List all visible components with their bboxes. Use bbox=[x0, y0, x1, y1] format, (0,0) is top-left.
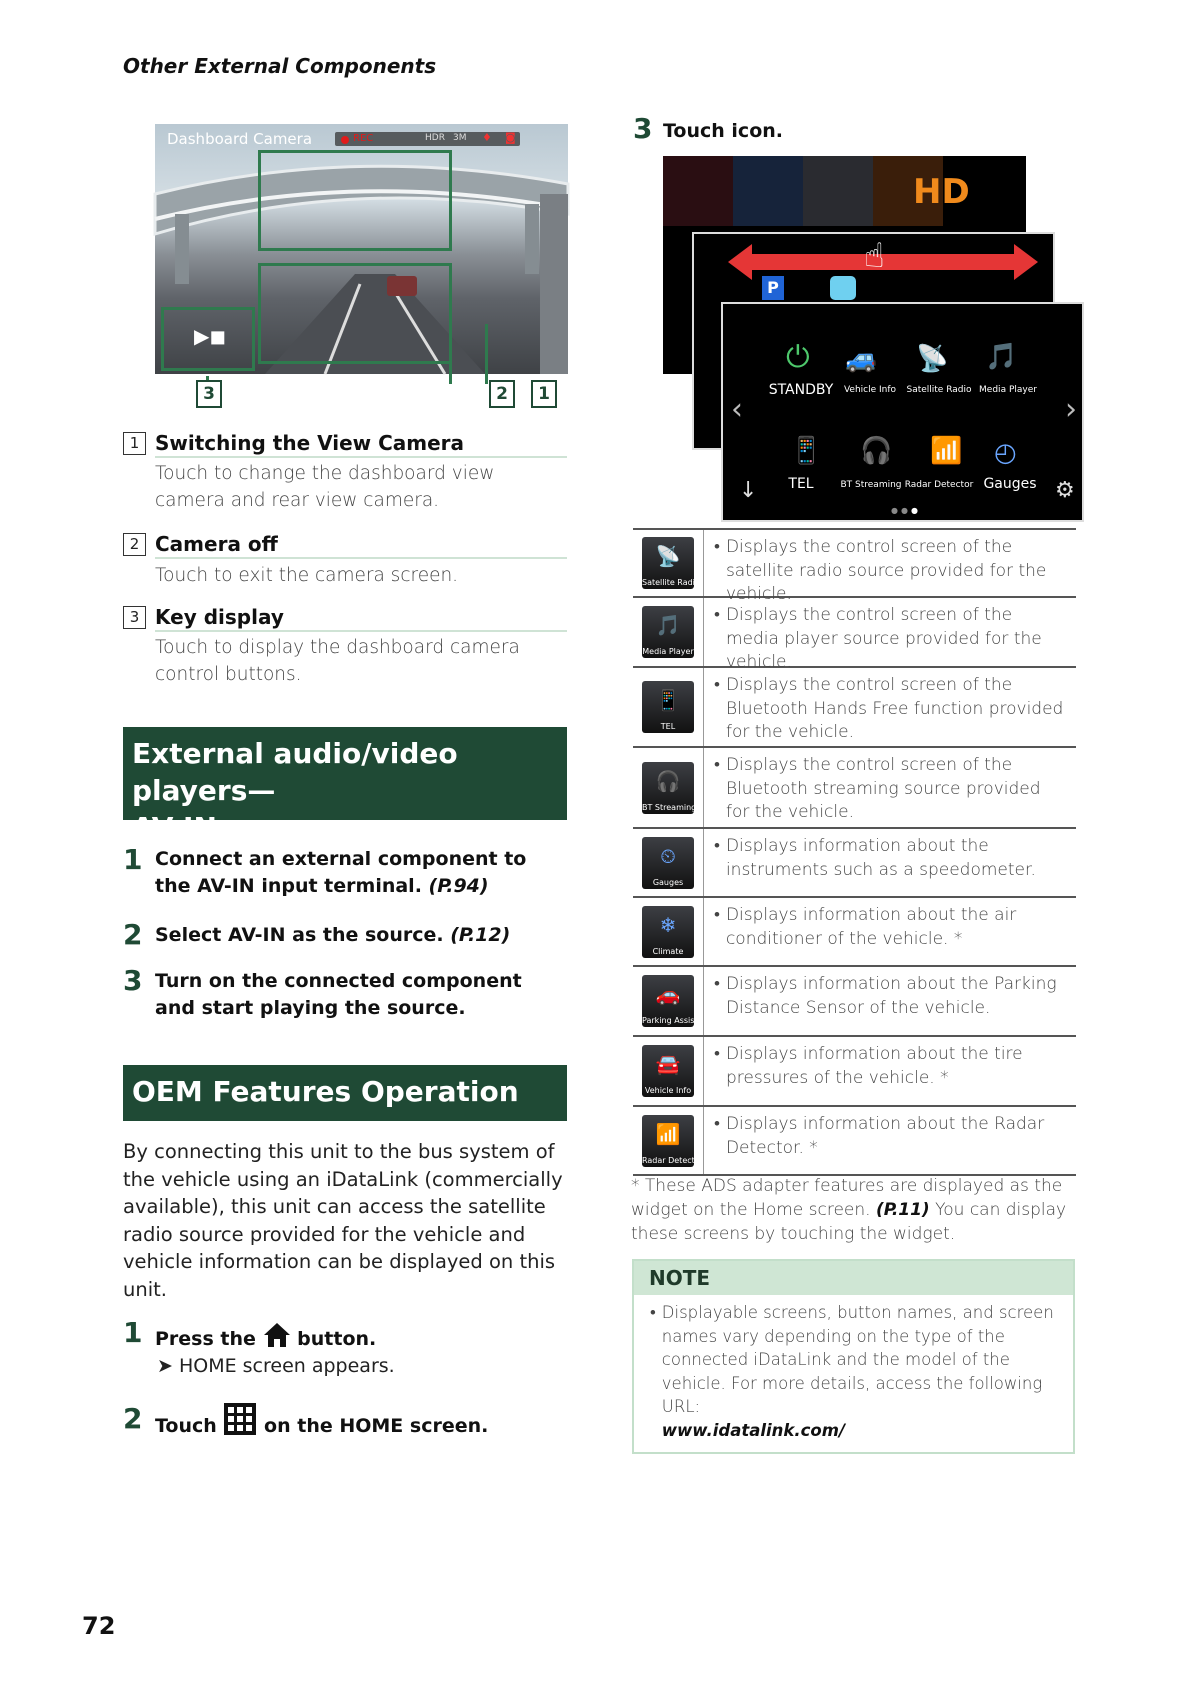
item-rule bbox=[155, 630, 567, 632]
record-icon: ◙ bbox=[505, 131, 516, 144]
tile-label: Parking Assist bbox=[642, 1016, 698, 1025]
chevron-right-icon[interactable]: › bbox=[1065, 392, 1077, 427]
tile-glyph: 🎧 bbox=[655, 768, 681, 793]
chevron-left-icon[interactable]: ‹ bbox=[731, 392, 743, 427]
screen-label: TEL bbox=[788, 476, 814, 492]
screen-label: STANDBY bbox=[768, 382, 834, 398]
row-desc: Displays the control screen of the Bluetooth Hands Free function provided for the vehicle. bbox=[725, 675, 1064, 742]
step-number: 3 bbox=[123, 964, 143, 997]
table-icon-cell bbox=[633, 668, 704, 746]
step-number: 1 bbox=[123, 843, 143, 876]
media-player-icon[interactable]: 🎵 bbox=[985, 342, 1018, 372]
table-row bbox=[633, 1037, 1076, 1107]
climate-icon bbox=[642, 906, 694, 958]
table-desc-cell bbox=[704, 967, 1076, 1035]
mic-icon: ♦ bbox=[482, 131, 492, 144]
step-text-a: Select bbox=[155, 924, 228, 946]
tile-glyph: 🚗 bbox=[655, 982, 681, 1006]
table-desc-cell bbox=[704, 1037, 1076, 1105]
table-icon-cell bbox=[633, 967, 704, 1035]
table-icon-cell bbox=[633, 530, 704, 596]
row-desc: Displays information about the air conditioner of the vehicle. * bbox=[725, 905, 1017, 949]
dashboard-camera-figure bbox=[155, 124, 568, 404]
table-icon-cell bbox=[633, 829, 704, 896]
camera-off-area[interactable] bbox=[258, 263, 452, 364]
tile-glyph: 🎵 bbox=[655, 613, 681, 637]
item-title-switching-camera: Switching the View Camera bbox=[155, 431, 465, 455]
screen-label: Radar Detector bbox=[904, 480, 974, 490]
key-display-button[interactable] bbox=[161, 307, 255, 371]
table-desc-cell bbox=[704, 748, 1076, 827]
item-number-3: 3 bbox=[123, 606, 146, 629]
row-desc: Displays information about the Parking Distance Sensor of the vehicle. bbox=[725, 974, 1057, 1018]
page-ref: (P.11) bbox=[875, 1200, 930, 1220]
step-number: 2 bbox=[123, 918, 143, 951]
tile-glyph: 📶 bbox=[655, 1121, 681, 1146]
step-text-a: Touch bbox=[155, 1415, 224, 1437]
rec-indicator-icon bbox=[341, 136, 349, 144]
camera-screen bbox=[155, 124, 568, 374]
step-result-text: HOME screen appears. bbox=[178, 1355, 395, 1377]
gear-icon[interactable]: ⚙ bbox=[1055, 478, 1075, 503]
gauges-icon[interactable]: ◴ bbox=[994, 438, 1017, 468]
table-icon-cell bbox=[633, 598, 704, 666]
radar-detector-icon bbox=[642, 1115, 703, 1167]
section-title-oem: OEM Features Operation bbox=[123, 1065, 567, 1121]
tile-glyph: 📡 bbox=[655, 544, 681, 568]
screen-label: Gauges bbox=[983, 476, 1037, 492]
section-title-av-in bbox=[123, 727, 567, 844]
note-text: Displayable screens, button names, and screen names vary depending on the type of the connected iDataLink and the model of the vehicle. For more details, access the following URL: bbox=[661, 1303, 1054, 1416]
page-ref: (P.12) bbox=[450, 924, 511, 946]
table-row bbox=[633, 668, 1076, 748]
item-number-1: 1 bbox=[123, 432, 146, 455]
table-desc-cell bbox=[704, 668, 1076, 746]
result-arrow-icon: ➤ bbox=[157, 1355, 173, 1377]
bt-streaming-icon bbox=[642, 762, 697, 814]
tile-label: TEL bbox=[660, 722, 676, 731]
callout-2: 2 bbox=[489, 380, 515, 408]
bullet: • bbox=[714, 605, 720, 625]
vehicle-info-icon bbox=[642, 1045, 694, 1097]
tile-label: Satellite Radio bbox=[642, 578, 700, 587]
source-name: AV-IN bbox=[227, 924, 286, 946]
table-desc-cell bbox=[704, 898, 1076, 965]
item-rule bbox=[155, 557, 567, 559]
row-desc: Displays the control screen of the media player source provided for the vehicle. bbox=[725, 605, 1042, 672]
bullet: • bbox=[714, 537, 720, 557]
screen-tile bbox=[733, 156, 803, 226]
screen-label: Vehicle Info bbox=[843, 385, 897, 395]
satellite-radio-icon[interactable]: 📡 bbox=[916, 344, 949, 374]
page-indicator-dots: ●●● bbox=[891, 506, 921, 515]
bullet: • bbox=[714, 1114, 720, 1134]
table-row bbox=[633, 598, 1076, 672]
row-desc: Displays the control screen of the Bluetooth streaming source provided for the vehicle. bbox=[725, 755, 1041, 822]
oem-step-1-text bbox=[155, 1322, 575, 1356]
tile-glyph: ⏲ bbox=[660, 843, 676, 868]
section-title-line1: External audio/video players— bbox=[132, 737, 458, 807]
tile-glyph: ❄ bbox=[659, 912, 677, 937]
item-desc-switching-camera: Touch to change the dashboard view camera and rear view camera. bbox=[155, 463, 495, 511]
footnote-text-a: * These ADS adapter features are displayed as the widget on the Home screen. bbox=[631, 1176, 1063, 1220]
tile-label: Climate bbox=[652, 946, 684, 956]
step-text-a: Press the bbox=[155, 1328, 263, 1350]
step-text-b: on the HOME screen. bbox=[257, 1415, 489, 1437]
table-icon-cell bbox=[633, 1107, 704, 1174]
footnote bbox=[631, 1174, 1076, 1246]
table-row bbox=[633, 967, 1076, 1037]
table-icon-cell bbox=[633, 748, 704, 827]
table-desc-cell bbox=[704, 1107, 1076, 1174]
arrow-down-icon[interactable]: ↓ bbox=[739, 478, 758, 503]
tile-glyph: 📱 bbox=[655, 688, 681, 712]
camera-key-icon: ▶◼ bbox=[194, 324, 226, 348]
footnote-text-b: You can display these screens by touching the widget. bbox=[631, 1200, 1067, 1244]
table-desc-cell bbox=[704, 598, 1076, 672]
tel-icon[interactable]: 📱 bbox=[790, 436, 823, 466]
section-title-line2: AV-IN bbox=[132, 811, 217, 844]
row-desc: Displays information about the instruments such as a speedometer. bbox=[725, 836, 1036, 880]
table-row bbox=[633, 829, 1076, 898]
tile-glyph: 🚘 bbox=[655, 1052, 681, 1076]
media-player-icon bbox=[642, 606, 694, 658]
bt-streaming-icon[interactable]: 🎧 bbox=[860, 436, 893, 466]
note-box bbox=[632, 1259, 1075, 1454]
bullet: • bbox=[714, 755, 720, 775]
step-number: 2 bbox=[123, 1402, 143, 1435]
tile-label: Vehicle Info bbox=[644, 1086, 692, 1095]
av-step-1-text bbox=[155, 846, 565, 900]
item-title-key-display: Key display bbox=[155, 605, 284, 629]
av-step-2-text bbox=[155, 922, 565, 949]
leader-line-1 bbox=[485, 324, 488, 384]
screen-tile bbox=[663, 156, 733, 226]
grid-menu-icon bbox=[223, 1402, 257, 1448]
vehicle-info-icon[interactable]: 🚙 bbox=[845, 344, 878, 374]
table-desc-cell bbox=[704, 829, 1076, 896]
item-number-2: 2 bbox=[123, 533, 146, 556]
step-number: 3 bbox=[633, 112, 653, 145]
av-step-3-text: Turn on the connected component and start playing the source. bbox=[155, 970, 522, 1019]
resolution-label: 3M bbox=[453, 133, 467, 143]
item-rule bbox=[155, 456, 567, 458]
oem-step-2-text bbox=[155, 1402, 575, 1448]
table-icon-cell bbox=[633, 898, 704, 965]
tile-label: Gauges bbox=[652, 877, 684, 887]
tile-label: Media Player bbox=[642, 647, 694, 656]
row-desc: Displays information about the tire pressures of the vehicle. * bbox=[725, 1044, 1023, 1088]
page-header: Other External Components bbox=[123, 54, 437, 78]
standby-icon[interactable]: ⏻ bbox=[786, 340, 810, 375]
note-content bbox=[662, 1301, 1061, 1442]
bullet: • bbox=[714, 836, 720, 856]
tile-label: BT Streaming bbox=[642, 802, 697, 812]
rec-label: REC bbox=[353, 133, 374, 144]
tel-icon bbox=[642, 681, 694, 733]
screen-label: Satellite Radio bbox=[906, 385, 972, 395]
parking-assist-icon bbox=[642, 975, 698, 1027]
table-row bbox=[633, 748, 1076, 829]
page-number: 72 bbox=[82, 1612, 116, 1640]
table-row bbox=[633, 1107, 1076, 1176]
note-heading: NOTE bbox=[634, 1261, 1073, 1295]
table-row bbox=[633, 528, 1076, 604]
bullet: • bbox=[714, 675, 720, 695]
table-row bbox=[633, 898, 1076, 967]
step-text-b: button. bbox=[290, 1328, 377, 1350]
switch-camera-area[interactable] bbox=[258, 150, 452, 251]
hd-radio-icon: HD bbox=[913, 172, 970, 212]
camera-title: Dashboard Camera bbox=[167, 130, 313, 148]
tile-label: Radar Detector bbox=[642, 1155, 703, 1165]
page-ref: (P.94) bbox=[428, 875, 489, 897]
step-number: 1 bbox=[123, 1316, 143, 1349]
callout-3: 3 bbox=[196, 380, 222, 408]
note-url-link[interactable]: www.idatalink.com/ bbox=[661, 1420, 845, 1440]
bullet: • bbox=[650, 1303, 656, 1322]
hdr-label: HDR bbox=[425, 133, 445, 143]
hand-pointer-icon: ☝ bbox=[864, 236, 885, 276]
callout-1: 1 bbox=[531, 380, 557, 408]
row-desc: Displays information about the Radar Detector. * bbox=[725, 1114, 1045, 1158]
step-text-a: Connect an external component to the AV-IN input terminal. bbox=[155, 848, 527, 897]
bullet: • bbox=[714, 974, 720, 994]
item-desc-camera-off: Touch to exit the camera screen. bbox=[155, 565, 459, 586]
item-desc-key-display: Touch to display the dashboard camera control buttons. bbox=[155, 637, 520, 685]
note-body bbox=[634, 1295, 1073, 1448]
home-screen-front bbox=[721, 302, 1084, 522]
step-3-text: Touch icon. bbox=[663, 120, 783, 142]
screen-label: Media Player bbox=[979, 385, 1037, 395]
screen-label: BT Streaming bbox=[840, 480, 902, 490]
item-title-camera-off: Camera off bbox=[155, 532, 278, 556]
app-tile-icon: P bbox=[762, 276, 784, 300]
home-icon bbox=[263, 1322, 291, 1356]
table-icon-cell bbox=[633, 1037, 704, 1105]
oem-intro: By connecting this unit to the bus system of the vehicle using an iDataLink (commercially available), this unit can access the satellite radio source provided for the vehicle and vehicle information can be displayed on this unit. bbox=[123, 1140, 563, 1301]
leader-line-2 bbox=[449, 356, 452, 384]
app-tile-icon bbox=[830, 276, 856, 300]
gauges-icon bbox=[642, 837, 694, 889]
row-desc: Displays the control screen of the satellite radio source provided for the vehicle. bbox=[725, 537, 1047, 604]
screen-tile bbox=[803, 156, 873, 226]
bullet: • bbox=[714, 905, 720, 925]
table-desc-cell bbox=[704, 530, 1076, 604]
step-text-b: as the source. bbox=[285, 924, 451, 946]
icon-description-table bbox=[633, 528, 1076, 1176]
step-result bbox=[157, 1355, 395, 1377]
radar-detector-icon[interactable]: 📶 bbox=[930, 436, 963, 466]
satellite-radio-icon bbox=[642, 537, 700, 589]
bullet: • bbox=[714, 1044, 720, 1064]
